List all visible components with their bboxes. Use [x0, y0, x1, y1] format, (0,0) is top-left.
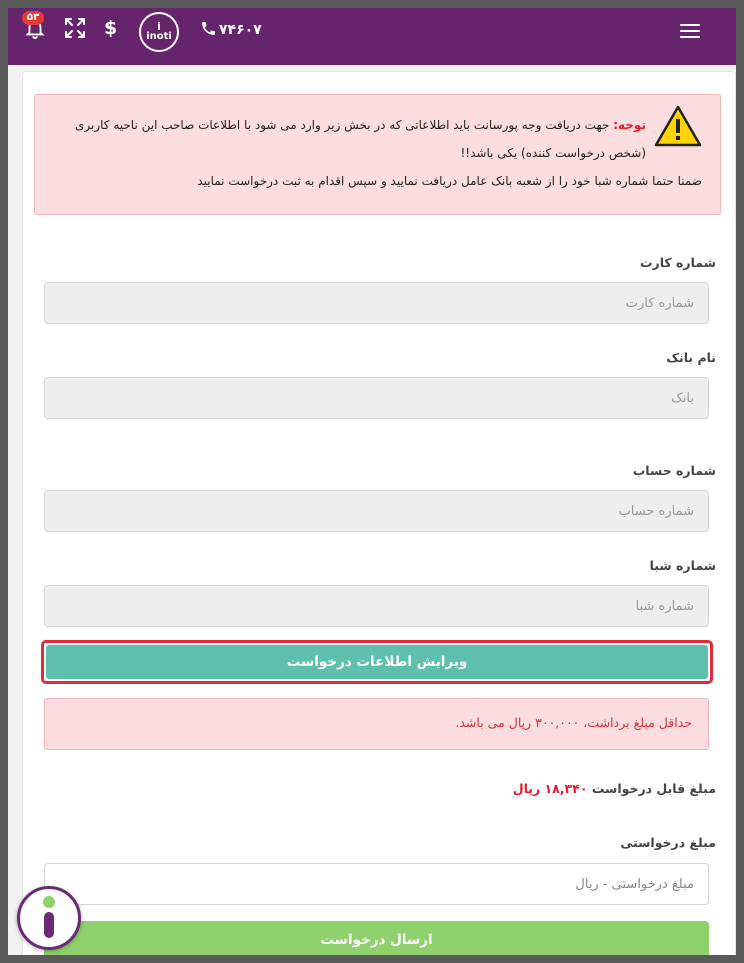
phone-number: ۷۴۶۰۷ — [219, 22, 262, 38]
requested-amount-input[interactable] — [44, 863, 709, 905]
logo-dot: i — [157, 20, 161, 33]
edit-request-button[interactable]: ویرایش اطلاعات درخواست — [46, 645, 708, 679]
inoti-logo[interactable] — [139, 12, 179, 52]
sheba-number-label: شماره شبا — [649, 558, 716, 573]
warning-title: توجه: — [613, 118, 646, 132]
logo-text: inoti — [146, 31, 172, 42]
available-amount-label: مبلغ قابل درخواست — [591, 781, 716, 796]
info-icon — [20, 889, 78, 947]
bank-name-input[interactable] — [44, 377, 709, 419]
phone-icon — [200, 20, 217, 37]
notification-badge: ۵۳ — [22, 11, 44, 25]
withdraw-card — [22, 71, 736, 955]
hamburger-menu-icon[interactable] — [680, 24, 700, 40]
card-number-input[interactable] — [44, 282, 709, 324]
info-floating-button[interactable] — [17, 886, 81, 950]
fullscreen-icon[interactable] — [64, 17, 86, 39]
card-number-label: شماره کارت — [639, 255, 716, 270]
app-frame — [8, 8, 736, 955]
warning-line1: جهت دریافت وجه پورسانت باید اطلاعاتی که در بخش زیر وارد می شود با اطلاعات صاحب این ناحیه کاربری (شخص درخواست کننده) یکی باشد!! — [74, 118, 646, 160]
notification-bell[interactable] — [24, 12, 48, 41]
bank-name-label: نام بانک — [666, 350, 716, 365]
sheba-number-input[interactable] — [44, 585, 709, 627]
submit-request-button[interactable]: ارسال درخواست — [44, 921, 709, 955]
available-amount-line — [513, 781, 716, 796]
account-number-input[interactable] — [44, 490, 709, 532]
dollar-icon[interactable]: $ — [104, 17, 118, 39]
min-withdraw-alert: حداقل مبلغ برداشت، ۳۰۰,۰۰۰ ریال می باشد. — [44, 698, 709, 750]
available-amount-value: ۱۸,۳۴۰ ریال — [512, 781, 588, 796]
phone-link[interactable] — [200, 18, 262, 38]
top-bar — [8, 8, 736, 65]
warning-line2: ضمنا حتما شماره شبا خود را از شعبه بانک عامل دریافت نمایید و سپس اقدام به ثبت درخواست نمایید — [197, 174, 702, 188]
account-number-label: شماره حساب — [632, 463, 716, 478]
requested-amount-label: مبلغ درخواستی — [620, 835, 716, 850]
warning-text — [51, 111, 702, 195]
edit-button-highlight — [41, 640, 713, 684]
warning-triangle-icon — [654, 105, 702, 147]
warning-alert — [34, 94, 721, 215]
